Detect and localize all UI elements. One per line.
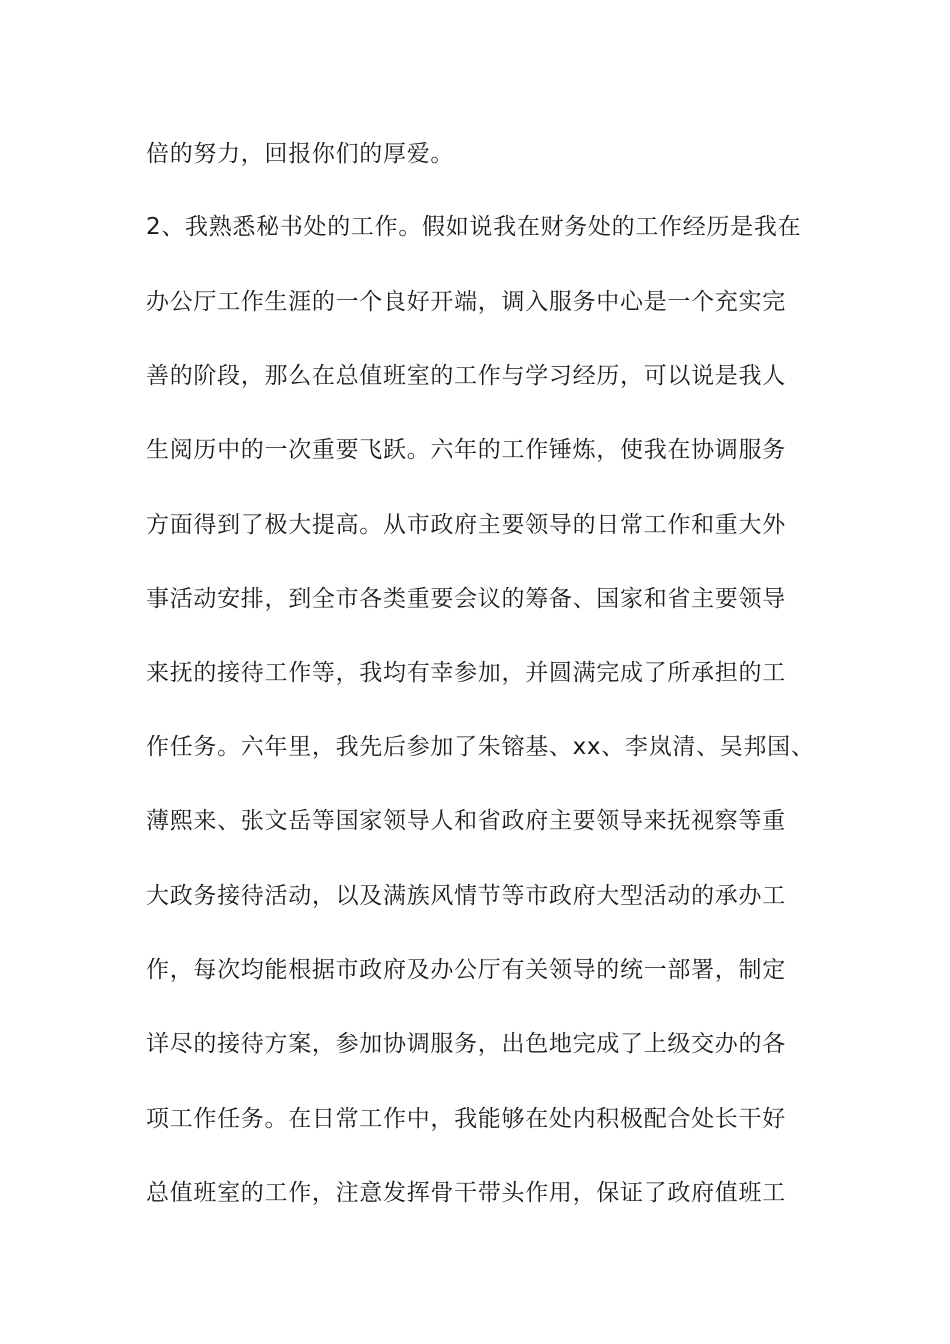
text-line: 大政务接待活动，以及满族风情节等市政府大型活动的承办工	[146, 883, 786, 909]
text-line: 作任务。六年里，我先后参加了朱镕基、xx、李岚清、吴邦国、	[146, 734, 815, 760]
text-line: 生阅历中的一次重要飞跃。六年的工作锤炼，使我在协调服务	[146, 437, 786, 463]
text-line: 详尽的接待方案，参加协调服务，出色地完成了上级交办的各	[146, 1031, 786, 1057]
text-line: 2、我熟悉秘书处的工作。假如说我在财务处的工作经历是我在	[146, 214, 802, 240]
text-line: 作，每次均能根据市政府及办公厅有关领导的统一部署，制定	[146, 957, 786, 983]
text-line: 总值班室的工作，注意发挥骨干带头作用，保证了政府值班工	[146, 1180, 786, 1206]
text-line: 办公厅工作生涯的一个良好开端，调入服务中心是一个充实完	[146, 289, 786, 315]
text-line: 薄熙来、张文岳等国家领导人和省政府主要领导来抚视察等重	[146, 808, 786, 834]
text-line: 来抚的接待工作等，我均有幸参加，并圆满完成了所承担的工	[146, 660, 786, 686]
text-line: 善的阶段，那么在总值班室的工作与学习经历，可以说是我人	[146, 363, 786, 389]
text-line: 方面得到了极大提高。从市政府主要领导的日常工作和重大外	[146, 512, 786, 538]
text-line: 倍的努力，回报你们的厚爱。	[146, 141, 455, 167]
text-line: 事活动安排，到全市各类重要会议的筹备、国家和省主要领导	[146, 586, 786, 612]
text-line: 项工作任务。在日常工作中，我能够在处内积极配合处长干好	[146, 1106, 786, 1132]
